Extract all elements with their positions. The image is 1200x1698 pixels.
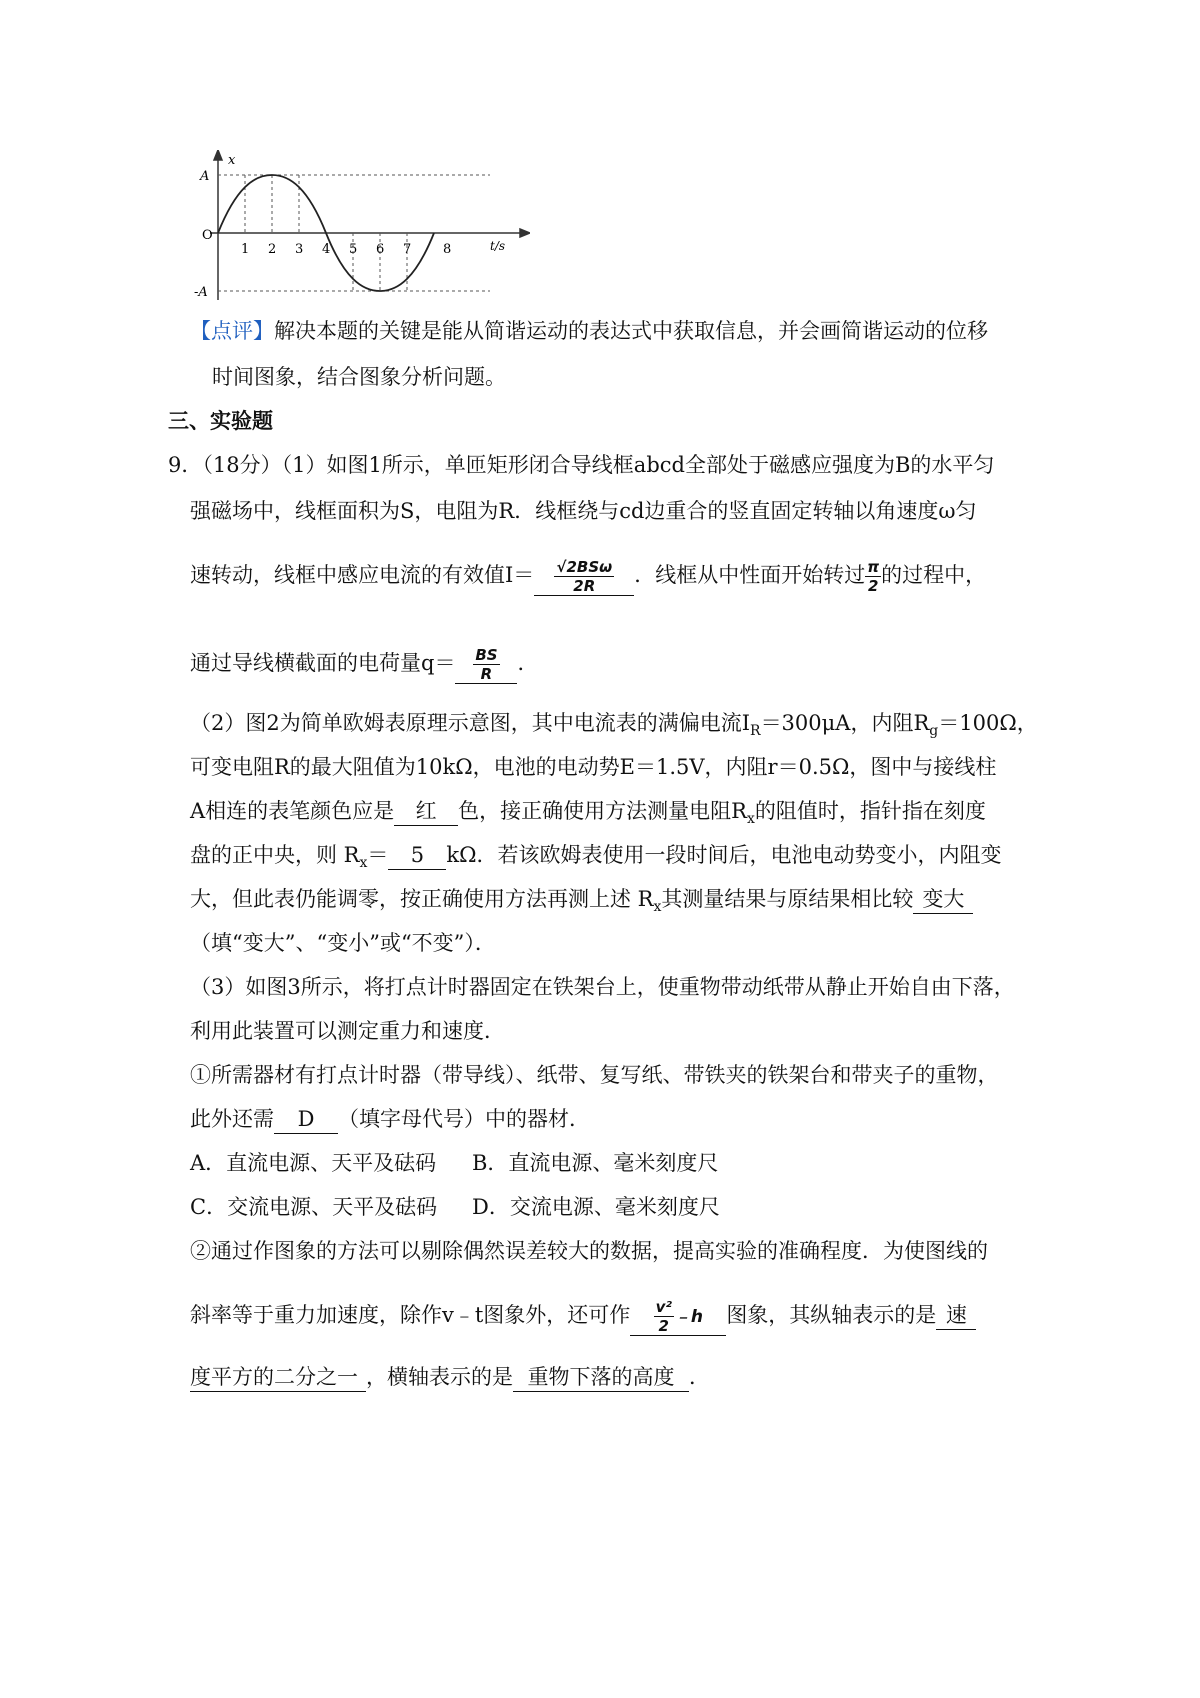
part2-line-4 [190,840,1002,878]
part3-l7-a: ，横轴表示的是 [366,1365,513,1389]
part3-line-6 [190,1298,976,1336]
answer-charge-num: BS [475,646,498,664]
answer-y-axis-part2: 度平方的二分之一 [190,1363,366,1392]
part2-l4-b: ＝ [367,843,389,867]
answer-charge-fraction [473,646,499,683]
part2-l3-a: A相连的表笔颜色应是 [190,799,395,823]
answer-rx-blank: 5 [388,841,446,870]
part2-line-5 [190,884,973,922]
answer-equipment-blank: D [274,1105,338,1134]
answer-graph-fraction [654,1298,674,1335]
x-tick-1: 1 [241,242,250,257]
part2-l1-sub-g: g [929,723,939,740]
origin-label: O [202,228,213,243]
comment-tag: 【点评】 [190,319,274,343]
part3-l4-a: 此外还需 [190,1107,274,1131]
option-c: C．交流电源、天平及砝码 [190,1195,438,1219]
part3-l6-b: 图象，其纵轴表示的是 [726,1303,937,1327]
comment-line-2 [212,362,506,392]
option-b: B．直流电源、毫米刻度尺 [472,1151,719,1175]
section-title: 三、实验题 [168,408,273,433]
q9-l3-b: ．线框从中性面开始转过 [634,563,866,587]
part3-l7-b: ． [689,1365,710,1389]
part2-l3-b: 色，接正确使用方法测量电阻R [458,799,747,823]
answer-current-blank [534,558,634,596]
comment-line-1 [190,316,988,346]
part2-line-3 [190,796,986,834]
answer-color-blank: 红 [394,797,458,826]
answer-current-den: 2R [573,577,596,595]
part3-line-7 [190,1362,710,1392]
part2-l5-b: 其测量结果与原结果相比较 [661,887,914,911]
neg-amplitude-label: -A [194,285,208,300]
part2-l1-c: ＝100Ω， [938,711,1038,735]
answer-graph-tail: ﹣h [673,1307,704,1327]
part3-l6-a: 斜率等于重力加速度，除作v﹣t图象外，还可作 [190,1303,631,1327]
y-axis-label: x [228,153,236,168]
answer-charge-den: R [480,665,493,683]
part2-l4-sub-x: x [359,855,368,872]
answer-graph-num: v² [655,1298,672,1316]
x-tick-2: 2 [268,242,277,257]
part3-line-3: ①所需器材有打点计时器（带导线）、纸带、复写纸、带铁夹的铁架台和带夹子的重物， [190,1063,999,1087]
option-a: A．直流电源、天平及砝码 [190,1151,437,1175]
part2-line-6: （填“变大”、“变小”或“不变”）． [190,931,496,955]
q9-line-3 [190,558,986,596]
x-tick-3: 3 [295,242,304,257]
answer-graph-den: 2 [658,1317,669,1335]
x-tick-labels [241,242,451,257]
part2-l4-a: 盘的正中央，则 R [190,843,360,867]
pi-num: π [867,558,880,576]
q9-line-1: 9．（18分）（1）如图1所示，单匝矩形闭合导线框abcd全部处于磁感应强度为B的水平匀 [168,453,995,477]
q9-l4-a: 通过导线横截面的电荷量q＝ [190,651,456,675]
part2-l5-sub-x: x [653,899,662,916]
part3-line-1: （3）如图3所示，将打点计时器固定在铁架台上，使重物带动纸带从静止开始自由下落， [190,975,1015,999]
x-tick-8: 8 [443,242,452,257]
part3-line-5: ②通过作图象的方法可以剔除偶然误差较大的数据，提高实验的准确程度．为使图线的 [190,1239,988,1263]
part2-l1-sub-r: R [750,723,761,740]
x-tick-4: 4 [322,242,331,257]
pi-den: 2 [868,577,879,595]
x-axis-label: t/s [490,239,506,253]
part3-line-4 [190,1104,590,1134]
comment-text-2: 时间图象，结合图象分析问题。 [212,365,506,389]
answer-current-num: √2BSω [556,558,613,576]
answer-graph-blank [630,1298,726,1336]
answer-x-axis-blank: 重物下落的高度 [513,1363,689,1392]
part2-line-1 [190,708,1038,746]
sine-graph [190,150,530,322]
pi-over-2-fraction [865,558,881,595]
part3-l4-b: （填字母代号）中的器材． [338,1107,590,1131]
graph-axes [210,150,530,300]
answer-charge-blank [455,646,517,684]
x-tick-6: 6 [376,242,385,257]
x-tick-7: 7 [403,242,412,257]
amplitude-label: A [200,169,210,184]
q9-l3-c: 的过程中， [881,563,987,587]
part2-l3-sub-x: x [746,811,755,828]
q9-line-2: 强磁场中，线框面积为S，电阻为R．线框绕与cd边重合的竖直固定转轴以角速度ω匀 [190,499,977,523]
answer-change-blank: 变大 [913,885,973,914]
part2-l3-c: 的阻值时，指针指在刻度 [754,799,986,823]
part2-line-2: 可变电阻R的最大阻值为10kΩ，电池的电动势E＝1.5V，内阻r＝0.5Ω，图中与接线柱 [190,755,997,779]
part2-l5-a: 大，但此表仍能调零，按正确使用方法再测上述 R [190,887,654,911]
part2-l1-a: （2）图2为简单欧姆表原理示意图，其中电流表的满偏电流I [190,711,751,735]
x-tick-5: 5 [349,242,358,257]
q9-l4-b: ． [517,651,539,675]
part3-line-2: 利用此装置可以测定重力和速度． [190,1019,505,1043]
part2-l4-c: kΩ．若该欧姆表使用一段时间后，电池电动势变小，内阻变 [446,843,1002,867]
part2-l1-b: ＝300μA，内阻R [760,711,930,735]
answer-y-axis-part1: 速 [936,1301,976,1330]
answer-current-fraction [554,558,614,595]
q9-l3-a: 速转动，线框中感应电流的有效值I＝ [190,563,535,587]
q9-line-4 [190,646,538,684]
comment-text-1: 解决本题的关键是能从简谐运动的表达式中获取信息，并会画简谐运动的位移 [274,319,988,343]
option-d: D．交流电源、毫米刻度尺 [472,1195,720,1219]
